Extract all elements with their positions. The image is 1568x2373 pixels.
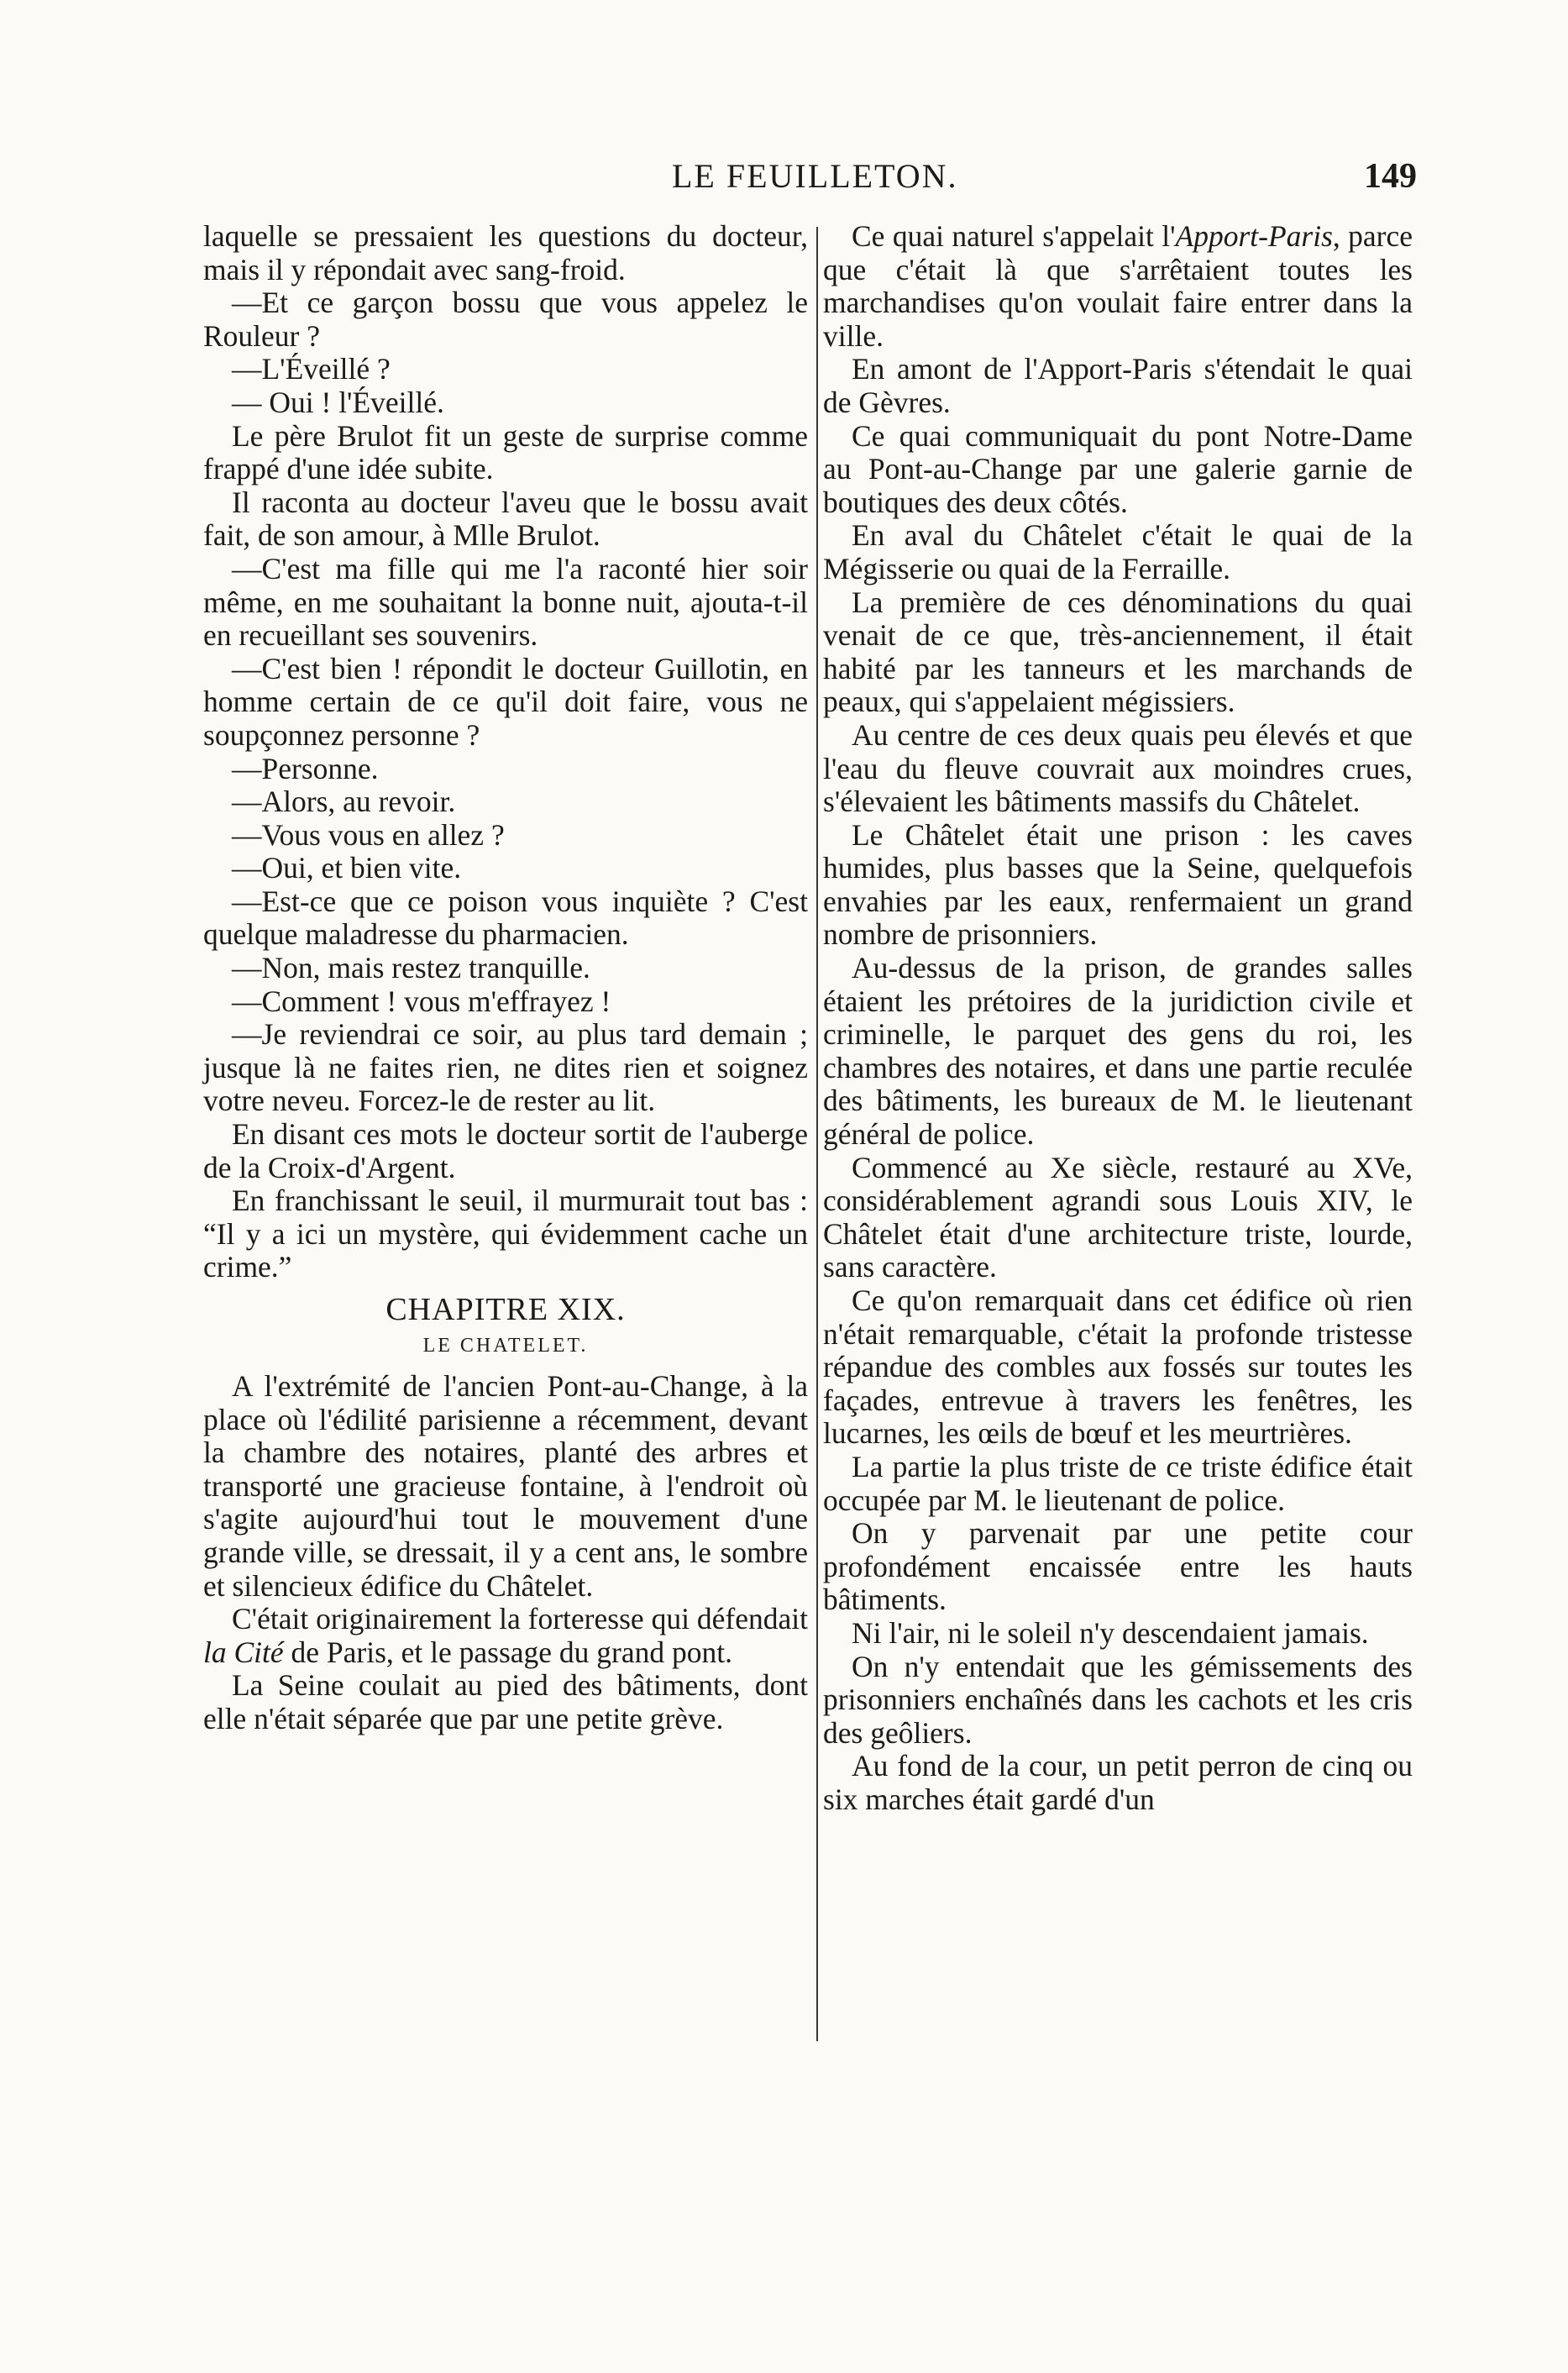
paragraph: Au fond de la cour, un petit perron de cinq ou six marches était gardé d'un	[823, 1749, 1413, 1816]
running-head	[0, 156, 1568, 207]
left-column	[203, 220, 808, 1736]
text-run: Ce quai naturel s'appelait l'	[852, 219, 1176, 253]
paragraph: La première de ces dénominations du quai venait de ce que, très-anciennement, il était habité par les tanneurs et les marchands de peaux, qui s'appelaient mégissiers.	[823, 585, 1413, 719]
column-divider	[816, 227, 818, 2041]
paragraph: Le Châtelet était une prison : les caves humides, plus basses que la Seine, quelquefois envahies par les eaux, renfermaient un grand nombre de prisonniers.	[823, 817, 1413, 952]
paragraph: Commencé au Xe siècle, restauré au XVe, considérablement agrandi sous Louis XIV, le Châtelet était d'une architecture triste, lourde, sans caractère.	[823, 1150, 1413, 1284]
dialogue-line: —Oui, et bien vite.	[232, 851, 462, 885]
text-run: de Paris, et le passage du grand pont.	[283, 1635, 732, 1669]
dialogue-line: —Je reviendrai ce soir, au plus tard demain ; jusque là ne faites rien, ne dites rien et soignez votre neveu. Forcez-le de rester au lit.	[203, 1017, 808, 1118]
dialogue-line: —C'est ma fille qui me l'a raconté hier soir même, en me souhaitant la bonne nuit, ajouta-t-il en recueillant ses souvenirs.	[203, 551, 808, 653]
dialogue-line: —C'est bien ! répondit le docteur Guillotin, en homme certain de ce qu'il doit faire, vous ne soupçonnez personne ?	[203, 651, 808, 752]
paragraph: Le père Brulot fit un geste de surprise comme frappé d'une idée subite.	[203, 418, 808, 486]
paragraph: La Seine coulait au pied des bâtiments, dont elle n'était séparée que par une petite grève.	[203, 1668, 808, 1735]
chapter-title: CHAPITRE XIX.	[385, 1292, 626, 1327]
paragraph: Ce qu'on remarquait dans cet édifice où rien n'était remarquable, c'était la profonde tristesse répandue des combles aux fossés sur toutes les façades, entrevue à travers les fenêtres, les lucarnes, les œils de bœuf et les meurtrières.	[823, 1284, 1413, 1451]
paragraph: On y parvenait par une petite cour profondément encaissée entre les hauts bâtiments.	[823, 1516, 1413, 1617]
paragraph: Au-dessus de la prison, de grandes salles étaient les prétoires de la juridiction civile et criminelle, le parquet des gens du roi, les chambres des notaires, et dans une partie reculée des bâtiments, les bureaux de M. le lieutenant général de police.	[823, 951, 1413, 1152]
running-title: LE FEUILLETON.	[672, 157, 958, 195]
paragraph: A l'extrémité de l'ancien Pont-au-Change, à la place où l'édilité parisienne a récemment, devant la chambre des notaires, planté des arbres et transporté une gracieuse fontaine, à l'endroit où s'agite aujourd'hui tout le mouvement d'une grande ville, se dressait, il y a cent ans, le sombre et silencieux édifice du Châtelet.	[203, 1369, 808, 1603]
paragraph: Ni l'air, ni le soleil n'y descendaient jamais.	[852, 1615, 1369, 1650]
text-run: C'était originairement la forteresse qui défendait	[232, 1602, 808, 1636]
dialogue-line: —Vous vous en allez ?	[232, 817, 505, 852]
dialogue-line: —Non, mais restez tranquille.	[232, 951, 590, 985]
dialogue-line: —Personne.	[232, 751, 379, 785]
dialogue-line: —L'Éveillé ?	[232, 352, 391, 386]
dialogue-line: —Alors, au revoir.	[232, 785, 456, 819]
paragraph: En amont de l'Apport-Paris s'étendait le quai de Gèvres.	[823, 352, 1413, 419]
dialogue-line: —Et ce garçon bossu que vous appelez le Rouleur ?	[203, 286, 808, 353]
paragraph: Au centre de ces deux quais peu élevés et que l'eau du fleuve couvrait aux moindres crues, s'élevaient les bâtiments massifs du Châtelet.	[823, 717, 1413, 819]
page-number: 149	[1364, 157, 1417, 196]
italic-text: la Cité	[203, 1635, 284, 1669]
right-column	[823, 220, 1413, 1817]
dialogue-line: —Comment ! vous m'effrayez !	[232, 984, 611, 1018]
paragraph: Il raconta au docteur l'aveu que le bossu avait fait, de son amour, à Mlle Brulot.	[203, 485, 808, 553]
paragraph: En aval du Châtelet c'était le quai de la Mégisserie ou quai de la Ferraille.	[823, 518, 1413, 585]
paragraph: En disant ces mots le docteur sortit de l'auberge de la Croix-d'Argent.	[203, 1117, 808, 1184]
paragraph: La partie la plus triste de ce triste édifice était occupée par M. le lieutenant de police.	[823, 1449, 1413, 1517]
paragraph: Ce quai communiquait du pont Notre-Dame au Pont-au-Change par une galerie garnie de boutiques des deux côtés.	[823, 418, 1413, 519]
dialogue-line: —Est-ce que ce poison vous inquiète ? C'est quelque maladresse du pharmacien.	[203, 884, 808, 952]
dialogue-line: — Oui ! l'Éveillé.	[232, 385, 444, 419]
text-run: , parce que c'était là que s'arrêtaient toutes les marchandises qu'on voulait faire entrer dans la ville.	[823, 219, 1413, 353]
chapter-subtitle: LE CHATELET.	[422, 1335, 589, 1357]
paragraph: laquelle se pressaient les questions du docteur, mais il y répondait avec sang-froid.	[203, 219, 808, 286]
paragraph: En franchissant le seuil, il murmurait tout bas : “Il y a ici un mystère, qui évidemment cache un crime.”	[203, 1184, 808, 1284]
paragraph	[823, 220, 1413, 353]
italic-text: Apport-Paris	[1175, 219, 1333, 253]
paragraph	[203, 1603, 808, 1669]
paragraph: On n'y entendait que les gémissements des prisonniers enchaînés dans les cachots et les cris des geôliers.	[823, 1649, 1413, 1750]
